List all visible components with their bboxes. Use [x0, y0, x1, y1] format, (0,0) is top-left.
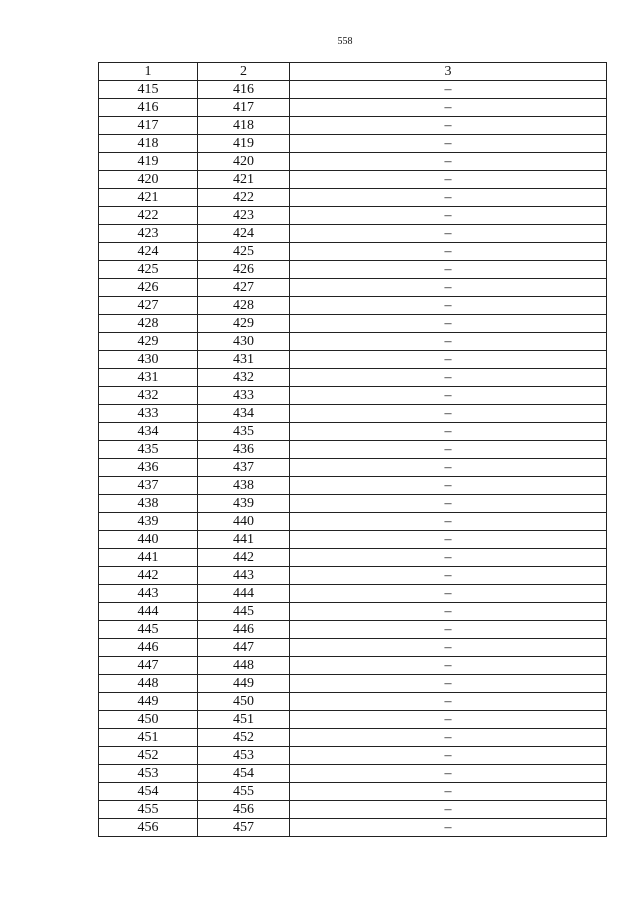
table-cell-col-2: 424 [198, 225, 290, 243]
table-row [99, 477, 607, 495]
table-cell-col-3: – [290, 531, 607, 549]
table-cell-col-1: 448 [99, 675, 198, 693]
table-cell-col-3: – [290, 819, 607, 837]
table-cell-col-2: 427 [198, 279, 290, 297]
table-row [99, 351, 607, 369]
table-cell-col-3: – [290, 99, 607, 117]
table-row [99, 333, 607, 351]
table-cell-col-2: 439 [198, 495, 290, 513]
table-cell-col-2: 419 [198, 135, 290, 153]
table-cell-col-3: – [290, 567, 607, 585]
table-row [99, 243, 607, 261]
table-cell-col-3: – [290, 603, 607, 621]
table-cell-col-2: 440 [198, 513, 290, 531]
table-cell-col-2: 447 [198, 639, 290, 657]
table-cell-col-2: 454 [198, 765, 290, 783]
table-cell-col-3: – [290, 243, 607, 261]
table-cell-col-1: 439 [99, 513, 198, 531]
table-cell-col-2: 443 [198, 567, 290, 585]
table-cell-col-1: 429 [99, 333, 198, 351]
table-row [99, 783, 607, 801]
table-cell-col-3: – [290, 171, 607, 189]
table-row [99, 729, 607, 747]
table-cell-col-3: – [290, 495, 607, 513]
table-cell-col-1: 440 [99, 531, 198, 549]
table-cell-col-3: – [290, 657, 607, 675]
table-row [99, 135, 607, 153]
table-cell-col-2: 448 [198, 657, 290, 675]
table-cell-col-3: – [290, 333, 607, 351]
table-cell-col-2: 421 [198, 171, 290, 189]
table-cell-col-1: 425 [99, 261, 198, 279]
table-cell-col-2: 457 [198, 819, 290, 837]
table-cell-col-3: – [290, 711, 607, 729]
table-cell-col-1: 418 [99, 135, 198, 153]
table-header [99, 63, 607, 81]
table-cell-col-1: 443 [99, 585, 198, 603]
table-row [99, 657, 607, 675]
table-cell-col-1: 435 [99, 441, 198, 459]
table-row [99, 261, 607, 279]
table-cell-col-1: 437 [99, 477, 198, 495]
table-row [99, 99, 607, 117]
table-cell-col-3: – [290, 279, 607, 297]
table-row [99, 495, 607, 513]
table-row [99, 81, 607, 99]
table-row [99, 639, 607, 657]
table-row [99, 585, 607, 603]
table-cell-col-3: – [290, 639, 607, 657]
table-cell-col-2: 432 [198, 369, 290, 387]
table-row [99, 153, 607, 171]
table-row [99, 513, 607, 531]
table-cell-col-3: – [290, 405, 607, 423]
table-cell-col-1: 445 [99, 621, 198, 639]
table-row [99, 675, 607, 693]
table-row [99, 549, 607, 567]
table-body [99, 81, 607, 837]
table-cell-col-2: 449 [198, 675, 290, 693]
table-cell-col-3: – [290, 261, 607, 279]
table-cell-col-1: 432 [99, 387, 198, 405]
table-cell-col-2: 418 [198, 117, 290, 135]
table-cell-col-3: – [290, 297, 607, 315]
table-row [99, 171, 607, 189]
table-row [99, 531, 607, 549]
table-cell-col-1: 449 [99, 693, 198, 711]
table-cell-col-1: 417 [99, 117, 198, 135]
table-cell-col-3: – [290, 207, 607, 225]
table-cell-col-2: 451 [198, 711, 290, 729]
table-cell-col-2: 422 [198, 189, 290, 207]
table-cell-col-2: 435 [198, 423, 290, 441]
table-cell-col-3: – [290, 423, 607, 441]
table-cell-col-1: 428 [99, 315, 198, 333]
table-cell-col-1: 421 [99, 189, 198, 207]
table-cell-col-2: 429 [198, 315, 290, 333]
table-cell-col-3: – [290, 117, 607, 135]
table-row [99, 765, 607, 783]
table-cell-col-3: – [290, 585, 607, 603]
table-cell-col-3: – [290, 729, 607, 747]
data-table [98, 62, 607, 837]
table-cell-col-2: 433 [198, 387, 290, 405]
table-cell-col-1: 455 [99, 801, 198, 819]
table-cell-col-3: – [290, 765, 607, 783]
table-cell-col-1: 446 [99, 639, 198, 657]
table-cell-col-2: 442 [198, 549, 290, 567]
table-cell-col-2: 444 [198, 585, 290, 603]
table-cell-col-2: 455 [198, 783, 290, 801]
table-cell-col-3: – [290, 225, 607, 243]
table-cell-col-1: 419 [99, 153, 198, 171]
table-cell-col-3: – [290, 477, 607, 495]
table-row [99, 423, 607, 441]
table-row [99, 711, 607, 729]
table-cell-col-3: – [290, 675, 607, 693]
table-row [99, 819, 607, 837]
table-cell-col-3: – [290, 549, 607, 567]
table-cell-col-3: – [290, 153, 607, 171]
table-cell-col-1: 436 [99, 459, 198, 477]
table-cell-col-2: 441 [198, 531, 290, 549]
table-row [99, 405, 607, 423]
table-cell-col-2: 453 [198, 747, 290, 765]
table-cell-col-1: 415 [99, 81, 198, 99]
table-cell-col-3: – [290, 747, 607, 765]
table-cell-col-1: 451 [99, 729, 198, 747]
table-cell-col-1: 423 [99, 225, 198, 243]
table-row [99, 297, 607, 315]
table-cell-col-1: 427 [99, 297, 198, 315]
table-cell-col-3: – [290, 513, 607, 531]
table-cell-col-2: 445 [198, 603, 290, 621]
table-cell-col-1: 453 [99, 765, 198, 783]
table-cell-col-2: 426 [198, 261, 290, 279]
table-cell-col-2: 452 [198, 729, 290, 747]
table-row [99, 279, 607, 297]
table-cell-col-1: 420 [99, 171, 198, 189]
table-row [99, 603, 607, 621]
table-row [99, 189, 607, 207]
table-cell-col-1: 438 [99, 495, 198, 513]
table-cell-col-1: 431 [99, 369, 198, 387]
table-row [99, 207, 607, 225]
table-cell-col-3: – [290, 693, 607, 711]
table-row [99, 693, 607, 711]
table-row [99, 567, 607, 585]
table-cell-col-2: 428 [198, 297, 290, 315]
table-cell-col-1: 422 [99, 207, 198, 225]
table-cell-col-1: 444 [99, 603, 198, 621]
table-cell-col-3: – [290, 369, 607, 387]
table-cell-col-1: 447 [99, 657, 198, 675]
table-cell-col-1: 433 [99, 405, 198, 423]
table-cell-col-2: 416 [198, 81, 290, 99]
table-cell-col-1: 442 [99, 567, 198, 585]
table-cell-col-2: 438 [198, 477, 290, 495]
table-cell-col-3: – [290, 801, 607, 819]
table-cell-col-3: – [290, 135, 607, 153]
table-cell-col-1: 450 [99, 711, 198, 729]
column-header-2: 2 [198, 63, 290, 81]
header-row [99, 63, 607, 81]
column-header-1: 1 [99, 63, 198, 81]
table-cell-col-2: 430 [198, 333, 290, 351]
table-cell-col-2: 425 [198, 243, 290, 261]
table-cell-col-3: – [290, 441, 607, 459]
table-cell-col-1: 454 [99, 783, 198, 801]
table-row [99, 369, 607, 387]
table-cell-col-2: 456 [198, 801, 290, 819]
table-cell-col-3: – [290, 189, 607, 207]
table-cell-col-2: 431 [198, 351, 290, 369]
table-row [99, 225, 607, 243]
table-cell-col-3: – [290, 351, 607, 369]
table-row [99, 459, 607, 477]
table-cell-col-3: – [290, 315, 607, 333]
table-row [99, 747, 607, 765]
table-cell-col-1: 424 [99, 243, 198, 261]
table-cell-col-1: 441 [99, 549, 198, 567]
page-number: 558 [337, 36, 353, 47]
table-cell-col-2: 423 [198, 207, 290, 225]
table-row [99, 801, 607, 819]
table-cell-col-2: 420 [198, 153, 290, 171]
table-cell-col-3: – [290, 783, 607, 801]
table-row [99, 441, 607, 459]
table-cell-col-2: 450 [198, 693, 290, 711]
table-cell-col-1: 452 [99, 747, 198, 765]
table-cell-col-3: – [290, 81, 607, 99]
table-cell-col-3: – [290, 459, 607, 477]
table-cell-col-2: 437 [198, 459, 290, 477]
table-row [99, 315, 607, 333]
table-cell-col-2: 417 [198, 99, 290, 117]
table-cell-col-1: 456 [99, 819, 198, 837]
table-row [99, 621, 607, 639]
table-cell-col-1: 434 [99, 423, 198, 441]
table-cell-col-1: 416 [99, 99, 198, 117]
table-cell-col-3: – [290, 621, 607, 639]
table-row [99, 387, 607, 405]
table-row [99, 117, 607, 135]
table-cell-col-3: – [290, 387, 607, 405]
table-cell-col-1: 430 [99, 351, 198, 369]
table-cell-col-2: 434 [198, 405, 290, 423]
table-cell-col-2: 436 [198, 441, 290, 459]
column-header-3: 3 [290, 63, 607, 81]
table-cell-col-2: 446 [198, 621, 290, 639]
table-cell-col-1: 426 [99, 279, 198, 297]
